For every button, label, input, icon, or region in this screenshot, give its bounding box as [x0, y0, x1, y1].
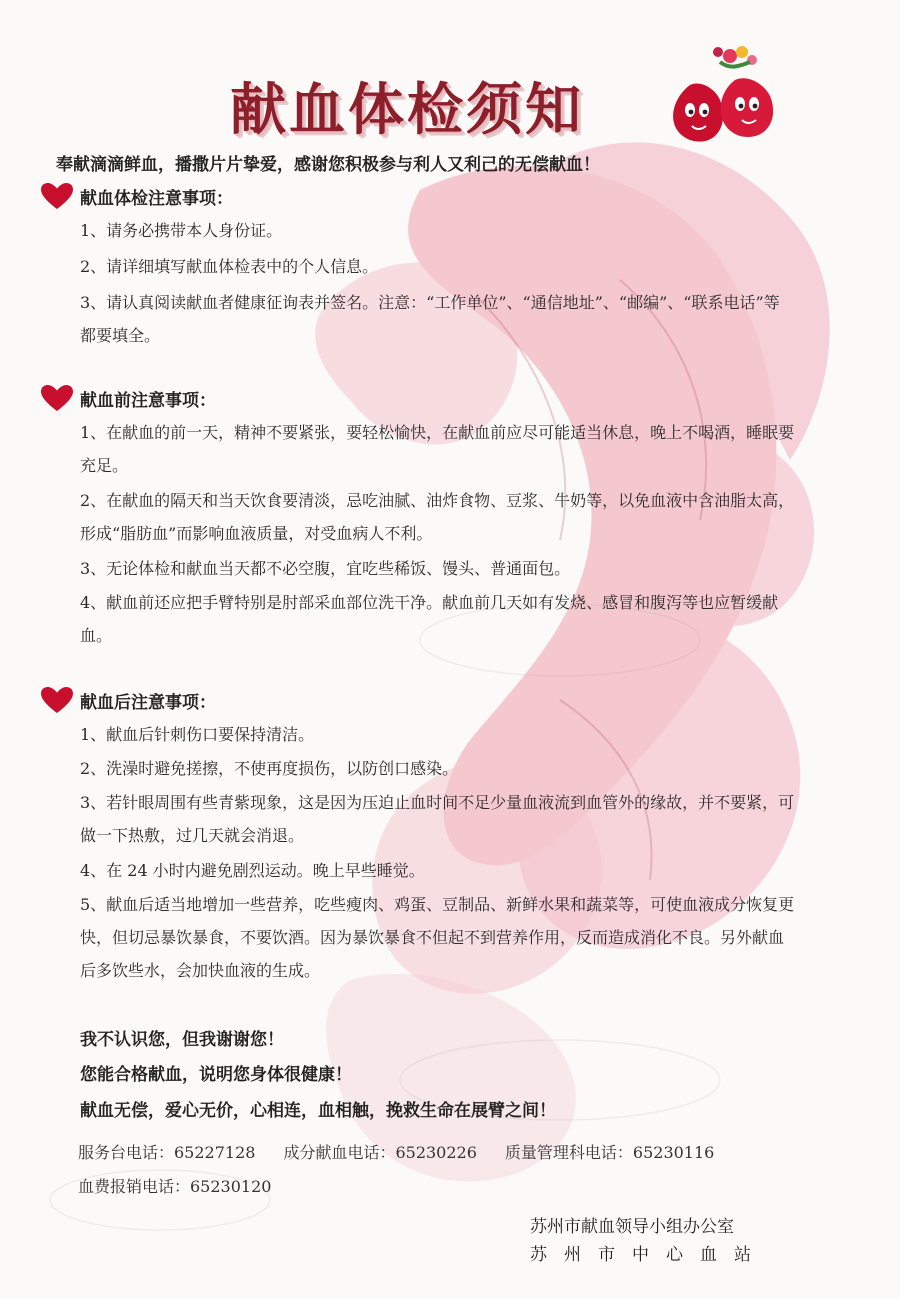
tagline: 奉献滴滴鲜血，播撒片片挚爱，感谢您积极参与利人又利己的无偿献血！ [56, 155, 600, 175]
section-heading-label: 献血后注意事项： [80, 692, 216, 713]
phone-reimburse: 血费报销电话：65230120 [78, 1177, 272, 1196]
list-item: 1、献血后针刺伤口要保持清洁。 [80, 725, 315, 744]
org-blood-center: 苏 州 市 中 心 血 站 [530, 1245, 751, 1265]
heart-icon [40, 384, 74, 412]
list-item: 1、请务必携带本人身份证。 [80, 221, 283, 240]
list-item: 4、在 24 小时内避免剧烈运动。晚上早些睡觉。 [80, 861, 425, 880]
closing-line: 献血无偿，爱心无价，心相连，血相触，挽救生命在展臂之间！ [80, 1101, 556, 1121]
heart-icon [40, 686, 74, 714]
section-heading-before [40, 384, 216, 412]
list-item: 2、请详细填写献血体检表中的个人信息。 [80, 257, 379, 276]
heart-icon [40, 182, 74, 210]
blood-drop-mascots-icon [660, 40, 790, 150]
list-item: 3、无论体检和献血当天都不必空腹，宜吃些稀饭、馒头、普通面包。 [80, 559, 571, 578]
list-item: 3、请认真阅读献血者健康征询表并签名。注意：“工作单位”、“通信地址”、“邮编”、“联系电话”等都要填全。 [80, 293, 780, 345]
org-office: 苏州市献血领导小组办公室 [530, 1217, 734, 1237]
list-item: 3、若针眼周围有些青紫现象，这是因为压迫止血时间不足少量血液流到血管外的缘故，并不要紧，可做一下热敷，过几天就会消退。 [80, 793, 795, 845]
phone-service: 服务台电话：65227128 [78, 1143, 256, 1162]
section-heading-after [40, 686, 216, 714]
list-item: 2、在献血的隔天和当天饮食要清淡，忌吃油腻、油炸食物、豆浆、牛奶等，以免血液中含油脂太高，形成“脂肪血”而影响血液质量，对受血病人不利。 [80, 491, 795, 543]
page-title: 献血体检须知 [230, 78, 584, 143]
list-item: 2、洗澡时避免搓擦，不使再度损伤，以防创口感染。 [80, 759, 459, 778]
phone-quality: 质量管理科电话：65230116 [504, 1143, 715, 1162]
contact-phones [78, 1136, 838, 1204]
list-item: 1、在献血的前一天，精神不要紧张，要轻松愉快，在献血前应尽可能适当休息，晚上不喝酒，睡眠要充足。 [80, 423, 795, 475]
closing-line: 您能合格献血，说明您身体很健康！ [80, 1065, 352, 1085]
list-item: 4、献血前还应把手臂特别是肘部采血部位洗干净。献血前几天如有发烧、感冒和腹泻等也应暂缓献血。 [80, 593, 779, 645]
section-heading-label: 献血前注意事项： [80, 390, 216, 411]
closing-line: 我不认识您，但我谢谢您！ [80, 1030, 284, 1050]
section-heading-label: 献血体检注意事项： [80, 188, 233, 209]
phone-component: 成分献血电话：65230226 [283, 1143, 477, 1162]
list-item: 5、献血后适当地增加一些营养，吃些瘦肉、鸡蛋、豆制品、新鲜水果和蔬菜等，可使血液成分恢复更快，但切忌暴饮暴食，不要饮酒。因为暴饮暴食不但起不到营养作用，反而造成消化不良。另外献血后多饮些水，会加快血液的生成。 [80, 895, 795, 980]
section-heading-checkup [40, 182, 233, 210]
